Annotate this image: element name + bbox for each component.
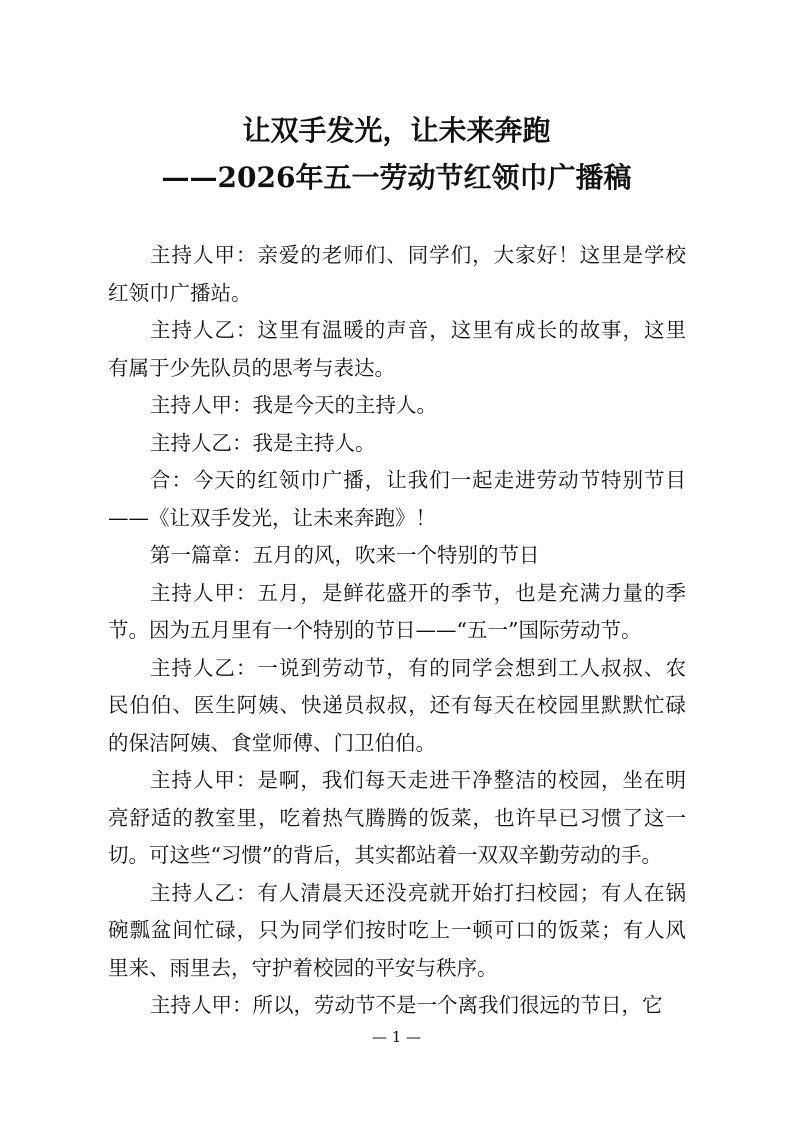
paragraph bbox=[108, 312, 686, 387]
paragraph bbox=[108, 387, 686, 425]
paragraph-line: 主持人乙：一说到劳动节，有的同学会想到工人叔叔、农 bbox=[150, 655, 686, 680]
paragraph-line: 红领巾广播站。 bbox=[108, 280, 252, 305]
paragraph-line: 主持人甲：是啊，我们每天走进干净整洁的校园，坐在明 bbox=[150, 768, 686, 792]
paragraph-line: 主持人乙：这里有温暖的声音，这里有成长的故事，这里 bbox=[150, 318, 686, 342]
document-subtitle: ——2026年五一劳动节红领巾广播稿 bbox=[161, 161, 632, 194]
document-title: 让双手发光，让未来奔跑 bbox=[242, 114, 551, 147]
paragraph bbox=[108, 425, 686, 463]
paragraph-line: 合：今天的红领巾广播，让我们一起走进劳动节特别节目 bbox=[150, 468, 686, 492]
paragraph bbox=[108, 462, 686, 537]
page-number: — 1 — bbox=[371, 1028, 422, 1046]
paragraph-line: 主持人甲：五月，是鲜花盛开的季节，也是充满力量的季 bbox=[150, 580, 686, 605]
paragraph bbox=[108, 875, 686, 988]
paragraph-line: 节。因为五月里有一个特别的节日——“五一”国际劳动节。 bbox=[108, 618, 642, 642]
document-body bbox=[108, 237, 686, 1025]
paragraph-line: 有属于少先队员的思考与表达。 bbox=[108, 355, 395, 380]
paragraph-line: 第一篇章：五月的风，吹来一个特别的节日 bbox=[150, 543, 540, 567]
paragraph bbox=[108, 650, 686, 763]
paragraph bbox=[108, 762, 686, 875]
paragraph-line: ——《让双手发光，让未来奔跑》！ bbox=[108, 505, 436, 530]
paragraph-line: 亮舒适的教室里，吃着热气腾腾的饭菜，也许早已习惯了这一 bbox=[108, 805, 686, 830]
paragraph bbox=[108, 237, 686, 312]
paragraph-line: 主持人甲：亲爱的老师们、同学们，大家好！这里是学校 bbox=[150, 243, 686, 267]
paragraph-line: 主持人乙：有人清晨天还没亮就开始打扫校园；有人在锅 bbox=[150, 880, 686, 905]
paragraph bbox=[108, 575, 686, 650]
paragraph bbox=[108, 537, 686, 575]
paragraph-line: 的保洁阿姨、食堂师傅、门卫伯伯。 bbox=[108, 730, 436, 755]
paragraph bbox=[108, 987, 686, 1025]
paragraph-line: 民伯伯、医生阿姨、快递员叔叔，还有每天在校园里默默忙碌 bbox=[108, 693, 686, 717]
paragraph-line: 碗瓢盆间忙碌，只为同学们按时吃上一顿可口的饭菜；有人风 bbox=[108, 918, 686, 942]
paragraph-line: 切。可这些“习惯”的背后，其实都站着一双双辛勤劳动的手。 bbox=[108, 843, 662, 867]
paragraph-line: 主持人甲：我是今天的主持人。 bbox=[150, 393, 437, 417]
paragraph-line: 主持人乙：我是主持人。 bbox=[150, 430, 376, 455]
paragraph-line: 主持人甲：所以，劳动节不是一个离我们很远的节日，它 bbox=[150, 993, 663, 1017]
paragraph-line: 里来、雨里去，守护着校园的平安与秩序。 bbox=[108, 955, 498, 980]
